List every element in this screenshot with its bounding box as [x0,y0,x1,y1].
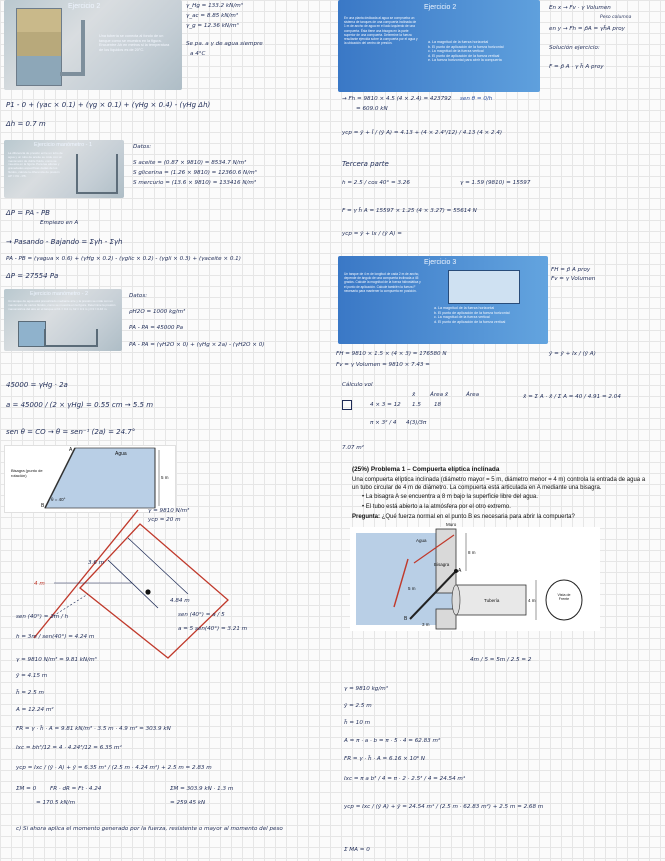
slide-ejercicio-2-photo [4,0,182,90]
air-tank-figure [18,321,46,347]
fig-b-water: Agua [416,538,427,543]
problem1-question [352,513,652,521]
slide5-tank-figure [448,270,520,304]
r5-eq: → Fh = 9810 × 4.5 (4 × 2.4) = 423792 [342,96,452,102]
dp-start: Empiezo en A [40,220,79,226]
pressure-balance-2: PA - PA = (γH2O × 0) + (γHg × 2a) - (γH2O × 0) [129,342,265,348]
c9-eq: Σ MA = 0 [344,847,370,853]
problem1-intro: Una compuerta elíptica inclinada (diámetro mayor = 5 m, diámetro menor = 4 m) controla la entrada de agua a un tubo circular de 4 m de diámetro. La compuerta está articulada en A mediante una bisagra. [352,477,646,491]
slide-questions [428,40,536,63]
r17-eq: x̄ = Σ A · x̄ / Σ A = 40 / 4.91 = 2.04 [523,394,621,400]
question-b: b. El punto de aplicación de la fuerza horizontal [428,44,504,49]
r6-eq: ycp = ȳ + Ī / (ȳ A) = 4.13 + (4 × 2.4³/12) / 4.13 (4 × 2.4) [342,130,503,136]
question-label: Pregunta: [352,514,381,520]
c1-eq: 4m / 5 = 5m / 2.5 = 2 [470,657,532,663]
b15-eq: = 170.5 kN/m [36,800,76,806]
question-a: a. La magnitud de la fuerza horizontal [434,306,495,310]
b10-eq: Ixc = bh³/12 = 4 · 4.24³/12 = 6.35 m⁴ [16,745,122,751]
vol-r2-x: 4(3)/3π [406,420,427,426]
r12-note: Fv = γ Volumen [551,276,596,282]
c7-eq: Ixc = π a b³ / 4 = π · 2 · 2.5³ / 4 = 24.54 m⁴ [344,776,466,782]
problem1-bullet-1: • La bisagra A se encuentra a 8 m bajo la superficie libre del agua. [362,494,538,500]
question-text: ¿Qué fuerza normal en el punto B es necesaria para abrir la compuerta? [381,514,575,520]
slide-manometro-1-photo [4,140,124,198]
fig-b-hinge: Bisagra [434,562,450,567]
question-c: c. La magnitud de la fuerza vertical [428,49,484,54]
fig-b-d3: 3 m [422,622,430,627]
bullet-text: La bisagra A se encuentra a 8 m bajo la superficie libre del agua. [365,494,538,500]
fig-b-a: A [458,568,462,574]
r3-note: Solución ejercicio: [549,45,600,51]
r10-eq: ycp = ȳ + Ix / (ȳ A) = [342,231,402,237]
note-gamma-hg: γ_Hg = 133.2 kN/m³ [186,3,243,9]
vol-r2-area: π × 3² / 4 [370,420,397,426]
vol-rect-shape [342,400,352,410]
r15-eq: Cálculo vol [342,382,373,388]
b13-eq: FR · dR = Ft · 4.24 [50,786,102,792]
b6-eq: ȳ = 4.15 m [16,673,48,679]
fig-b-d8: 8 m [468,550,476,555]
m3-eq: sen θ = CO → θ = sen⁻¹ (2a) = 24.7° [6,428,136,436]
r8b-eq: γ = 1.59 (9810) = 15597 [460,180,531,186]
note-water-gamma: Se pa. a γ de agua siempre [186,41,263,47]
tank-figure [16,8,62,86]
b11-eq: ycp = Ixc / (ȳ · A) + ȳ = 6.35 m⁴ / (2.5 m · 4.24 m²) + 2.5 m = 2.83 m [16,765,212,771]
r4-note: F = p̄ A · γ h̄ A proy [549,64,604,70]
r13-eq: FH = 9810 × 1.5 × (4 × 3) = 176580 N [336,351,447,357]
manometer-tube [81,20,85,76]
fig-b-b: B [404,616,408,622]
r7-heading: Tercera parte [342,160,389,168]
dp-result: ΔP = 27554 Pa [6,272,59,280]
slide-body: En una planta dedicada al agua se comprueba un sistema de tanques de una compuerta inclinada de 1 m de ancho de agua en el lado izquierdo de una compuerta. Ésta tiene una bisagra en la parte superior de una compuerta. Determine la fuerza resultante ejercida sobre la compuerta por el agua y la ubicación del centro de presión. [344,16,418,46]
vol-r2-area-val: 7.07 m² [342,445,364,451]
slide-manometro-2-photo [4,289,122,351]
c6-eq: FR = γ · h̄ · A = 6.16 × 10⁶ N [344,756,425,762]
c2-eq: γ = 9810 kg/m³ [344,686,388,692]
r11-note: FH = p̄ A proy [551,267,591,273]
r9-eq: F = γ h̄ A = 15597 × 1.25 (4 × 3.27) = 55614 N [342,208,477,214]
fig-a-point-a: A [69,447,73,453]
slide-body: Un tanque de 4 m de longitud de cada 2 m de ancho, depende de ángulo de una compuerta inclinada a 45 grados. Calcule la magnitud de la fuerza hidrostática y el punto de aplicación. Calcule también la fuerza F necesaria para mantener la compuerta en posición. [344,272,421,293]
sg-mercurio: S mercurio = (13.6 × 9810) = 133416 N/m³ [133,180,257,186]
vol-r1-x: 1.5 [412,402,421,408]
slide-questions [434,306,544,324]
slide-ejercicio-3-blue [338,256,548,344]
sketch-len-1: 3.6 m [88,560,105,566]
fig-a-angle: θ = 40° [51,497,66,502]
r1-note: En x → Fv · γ Volumen [549,5,611,11]
fig-b-pipe: Tubería [484,598,500,603]
dp-definition: ΔP = PA - PB [6,209,50,217]
question-b: b. El punto de aplicación de la fuerza horizontal [434,310,510,315]
question-d: d. El punto de aplicación de la fuerza vertical [434,319,506,324]
slide-title: Ejercicio 2 [424,4,457,11]
b9-eq: FR = γ · h̄ · A = 9.81 kN/m³ · 3.5 m · 4.9 m² = 303.9 kN [16,726,171,732]
dp-expansion: PA - PB = (γagua × 0.6) + (γHg × 0.2) - (γglic × 0.2) - (γgli × 0.3) + (γaceite × 0.1) [6,256,241,262]
slide-body: Un tanque de agua está presurizado mediante aire y la presión se mide con un manómetro de varios fluidos, como se muestra en la figura. Determine la presión manométrica del aire en el tanque si h1 = 0.2 m, h2 = 0.3 m y h3 = 0.46 m. [8,299,116,311]
problem1-bullet-2: • El tubo está abierto a la atmósfera por el otro extremo. [362,504,511,510]
r16-eq: ȳ = ȳ + Ix / (ȳ A) [549,351,596,357]
sketch-ycp: ycp = 20 m [148,517,181,523]
eq-delta-h: Δh = 0.7 m [6,120,46,128]
fig-b-view: Vista de Frente [557,593,571,602]
gate-figure-a [4,445,176,513]
eq-pressure-balance: P1 - 0 + (γac × 0.1) + (γg × 0.1) + (γHg × 0.4) - (γHg Δh) [6,101,211,109]
sketch-len-3: 4.84 m [170,598,190,604]
b12-eq: ΣM = 0 [16,786,37,792]
b7-eq: h̄ = 2.5 m [16,690,44,696]
vol-col-ax: Área x̄ [430,392,449,398]
multi-fluid-tube [44,329,98,347]
sketch-len-2: 4 m [34,581,45,587]
slide-body: Una tubería se conecta al fondo de un tanque como se muestra en la figura. Encuentre Δh en metros si la temperatura de los líquidos es de 20°C. [99,34,170,52]
vol-col-xbar: x̄ [412,392,416,398]
note-water-temp: a 4°C [190,51,206,57]
b16-eq: = 259.45 kN [170,800,206,806]
vol-col-area: Área [466,392,479,398]
fig-b-major: 5 m [408,586,416,591]
datos-label: Datos: [133,144,152,150]
gate-figure-a-svg [5,446,175,512]
question-d: d. El punto de aplicación de la fuerza vertical [428,53,500,58]
fig-b-wall: Muro [446,522,457,527]
sketch-gamma: γ = 9810 N/m³ [148,508,190,514]
question-e: e. La fuerza horizontal para abrir la compuerta [428,58,502,63]
fig-a-hinge: Bisagra (punto de rotación) [11,468,43,478]
u-tube-figure [76,154,118,194]
gate-figure-b-svg [350,527,600,631]
note-gamma-ac: γ_ac = 8.85 kN/m³ [186,13,239,19]
gate-figure-b [350,522,600,631]
rho-h2o: ρH2O = 1000 kg/m³ [129,309,186,315]
b1-eq: sen (40°) = 3m / h [16,614,69,620]
datos2-label: Datos: [129,293,148,299]
b3-eq: sen (40°) = a / 5 [178,612,225,618]
b17-note: c) Si ahora aplica el momento generado por la fuerza, resistente o mayor al momento del peso [16,826,283,832]
dp-rule: → Pasando - Bajando = Σγh - Σγh [6,238,123,246]
slide-body: La diferencia de presión entre un tubo de agua y un tubo de aceite se mide con un manómetro de doble fluido, como se muestra en la figura. Para las alturas y gravedades específicas dadas de los fluidos, calcule la diferencia de presión ΔP = PA - PB. [8,151,63,178]
sg-aceite: S aceite = (0.87 × 9810) = 8534.7 N/m³ [133,160,247,166]
r2-note: en y → Fh = p̄A = γh̄A proy [549,26,625,32]
fig-a-depth: 5 m [161,475,169,480]
fig-a-point-b: B [41,503,45,509]
slide-title: Ejercicio manómetro - 2 [30,291,89,297]
vol-r1-ax: 18 [434,402,442,408]
slide-title: Ejercicio 2 [68,3,101,10]
question-a: a. La magnitud de la fuerza horizontal [428,40,489,44]
b4-eq: a = 5 sen(40°) = 3.21 m [178,626,248,632]
bullet-text: El tubo está abierto a la atmósfera por el otro extremo. [365,504,511,510]
slide-ejercicio-2-blue [338,0,540,92]
pressure-pa: PA - PA = 45000 Pa [129,325,184,331]
r1b-note: Peso columna [600,15,632,20]
b14-eq: ΣM = 303.9 kN · 1.3 m [170,786,234,792]
c5-eq: A = π · a · b = π · 5 · 4 = 62.83 m² [344,738,441,744]
r8-eq: h = 2.5 / cos 40° = 3.26 [342,180,410,186]
r14-eq: Fv = γ Volumen = 9810 × 7.43 = [336,362,430,368]
slide-title: Ejercicio manómetro - 1 [34,142,93,148]
b2-eq: h = 3m / sen(40°) = 4.24 m [16,634,95,640]
note-gamma-g: γ_g = 12.36 kN/m³ [186,23,239,29]
c8-eq: ycp = Ixc / (ȳ A) + ȳ = 24.54 m⁴ / (2.5 m · 62.83 m²) + 2.5 m = 2.68 m [344,804,544,810]
c3-eq: ȳ = 2.5 m [344,703,372,709]
m2-eq: a = 45000 / (2 × γHg) = 0.55 cm → 5.5 m [6,401,154,409]
fig-b-d4: 4 m [528,598,536,603]
b5-eq: γ = 9810 N/m³ = 9.81 kN/m³ [16,657,97,663]
problem1-title: (25%) Problema 1 – Compuerta elíptica inclinada [352,466,500,473]
r5b-eq: = 609.0 kN [356,106,388,112]
vol-r1-area: 4 × 3 = 12 [370,402,401,408]
sg-glicerina: S glicerina = (1.26 × 9810) = 12360.6 N/m³ [133,170,257,176]
slide-title: Ejercicio 3 [424,259,457,266]
question-c: c. La magnitud de la fuerza vertical [434,315,490,320]
b8-eq: A = 12.24 m² [16,707,54,713]
c4-eq: h̄ = 10 m [344,720,371,726]
r5c-eq: sen θ = 0/h [460,96,493,102]
fig-a-water: Agua [115,451,127,457]
m1-eq: 45000 = γHg · 2a [6,381,68,389]
